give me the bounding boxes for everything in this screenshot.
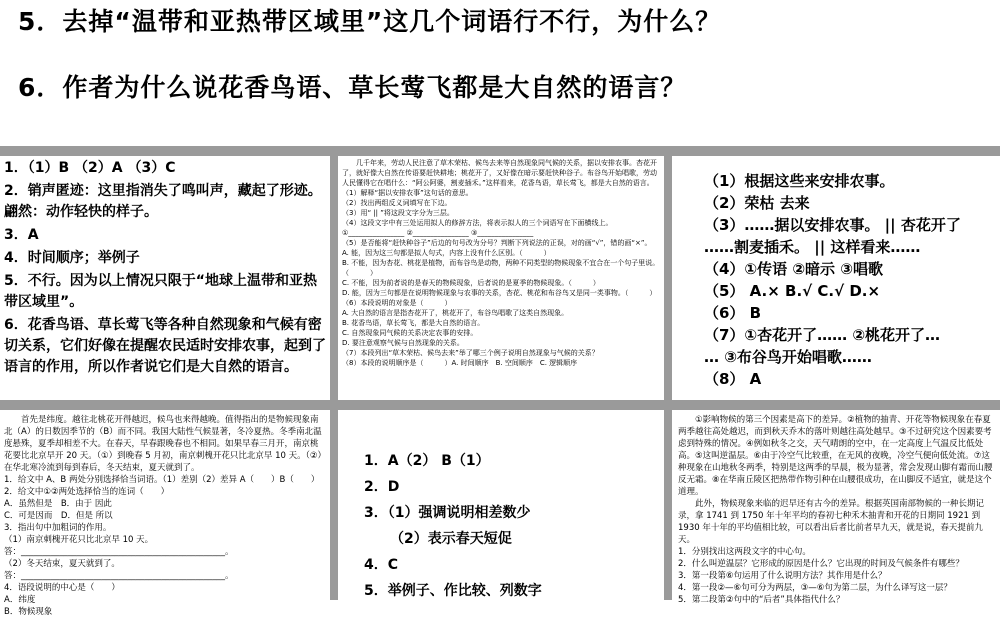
answer-line: （1）根据这些来安排农事。 <box>704 172 895 190</box>
answer-line: （6） B <box>704 304 762 322</box>
question-line: 5．第二段第②句中的“后者”具体指代什么？ <box>678 595 845 605</box>
question-line: D. 能，因为三句都是在说明物候现象与农事的关系，杏花、桃花和布谷鸟又是同一类事物。（ ） <box>342 289 657 297</box>
answer-line: （8） A <box>704 370 762 388</box>
passage-text: 几千年来，劳动人民注意了草木荣枯、候鸟去来等自然现象同气候的关系，据以安排农事。杏花开了，就好像大自然在传语要赶快耕地；桃花开了，又好像在暗示要赶快种谷子。布谷鸟开始唱歌，劳动人民懂得它在唱什么：“阿公阿婆，割麦插禾。”这样看来，花香鸟语，草长莺飞，都是大自然的语言。 <box>342 159 657 187</box>
answer-line: 1．A（2） B（1） <box>364 453 490 469</box>
answer-line: ……割麦插禾。 || 这样看来…… <box>704 238 921 256</box>
answer-line: 4．C <box>364 557 399 573</box>
answers-panel-1 <box>0 156 330 400</box>
answer-line: 5．不行。因为以上情况只限于“地球上温带和亚热带区域里”。 <box>4 273 317 310</box>
answer-line: （4）①传语 ②暗示 ③唱歌 <box>704 260 883 278</box>
question-line: A．纬度 <box>4 595 36 605</box>
question-line: C. 自然现象同气候的关系决定农事的安排。 <box>342 329 478 337</box>
question-line: C．可是因而 D．但是 所以 <box>4 511 113 521</box>
question-line: （2）找出两组反义词填写在下边。 <box>342 199 452 207</box>
question-5: 5．去掉“温带和亚热带区域里”这几个词语行不行，为什么？ <box>18 7 722 36</box>
answer-line: 4．时间顺序；举例子 <box>4 250 140 266</box>
question-line: B. 花香鸟语，草长莺飞，都是大自然的语言。 <box>342 319 485 327</box>
question-line: （3）用“ || ”将这段文字分为三层。 <box>342 209 454 217</box>
question-line: （2）冬天结束，夏天就到了。 <box>4 559 120 569</box>
question-line: 1．分别找出这两段文字的中心句。 <box>678 547 811 557</box>
question-line: C. 不能，因为前者说的是春天的物候现象，后者说的是夏季的物候现象。（ ） <box>342 279 600 287</box>
answers-panel-5 <box>338 410 664 600</box>
question-line: 3．第一段第⑥句运用了什么说明方法？其作用是什么？ <box>678 571 887 581</box>
answer-line: （5） A.× B.√ C.√ D.× <box>704 282 881 300</box>
question-line: （1）南京刺槐开花只比北京早 10 天。 <box>4 535 154 545</box>
answer-line: 2．销声匿迹：这里指消失了鸣叫声，藏起了形迹。翩然：动作轻快的样子。 <box>4 183 322 220</box>
answer-line: （7）①杏花开了…… ②桃花开了… <box>704 326 941 344</box>
question-line: （1）解释“据以安排农事”这句话的意思。 <box>342 189 473 197</box>
question-line: B．物候现象 <box>4 607 53 617</box>
question-line: B. 不能，因为杏花、桃花是植物，而布谷鸟是动物，两种不同类型的物候现象不宜合在一个句子里说。（ ） <box>342 259 660 277</box>
question-line: （4）这段文字中有三处运用拟人的修辞方法，将表示拟人的三个词语写在下面横线上。 <box>342 219 613 227</box>
answer-line: （3）……据以安排农事。 || 杏花开了 <box>704 216 961 234</box>
answer-line: （2）表示春天短促 <box>390 531 512 547</box>
answer-line: 3．A <box>4 227 39 243</box>
answer-line: 1．（1）B （2）A （3）C <box>4 160 176 176</box>
divider-middle <box>0 400 1000 410</box>
question-line: （7）本段列出“草木荣枯、候鸟去来”举了哪三个例子说明自然现象与气候的关系？ <box>342 349 599 357</box>
question-line: A．虽然但是 B．由于 因此 <box>4 499 112 509</box>
question-line: A. 能，因为这三句都是拟人句式，内容上没有什么区别。（ ） <box>342 249 551 257</box>
answer-line: 3．（1）强调说明相差数少 <box>364 505 531 521</box>
question-line: 1．给文中 A、B 两处分别选择恰当词语。（1）差别（2）差异 A（ ）B（ ） <box>4 475 320 485</box>
question-6: 6．作者为什么说花香鸟语、草长莺飞都是大自然的语言？ <box>18 73 687 102</box>
answer-line: … ③布谷鸟开始唱歌…… <box>704 348 872 366</box>
question-line: D. 要注意观察气候与自然现象的关系。 <box>342 339 464 347</box>
question-line: 4．第一段②—⑥句可分为两层，③—⑥句为第二层，为什么译写这一层？ <box>678 583 952 593</box>
answer-line: 2．D <box>364 479 400 495</box>
question-line: （5）是否能将“赶快种谷子”后边的句号改为分号？判断下列说法的正误，对的画“√”，错的画“×”。 <box>342 239 652 247</box>
question-line: A. 大自然的语言是指杏花开了，桃花开了，布谷鸟唱歌了这类自然现象。 <box>342 309 569 317</box>
passage-text: 首先是纬度。越往北桃花开得越迟，候鸟也来得越晚。值得指出的是物候现象南北（A）的日数因季节的（B）而不同。我国大陆性气候显著，冬冷夏热。冬季南北温度悬殊，夏季却相差不大。在春天，早春跟晚春也不相同。如果早春三月开，南京桃花要比北京早开 20 天。（①）到晚春 5 月初，南京刺槐开花只比北京早 10 天。（②）在华北寒冷流到每到春后，冬天结束，夏天就到了。 <box>4 415 326 473</box>
question-line: ①________________ ②________________ ③________________ <box>342 229 534 237</box>
question-line: 答：________________________________________________。 <box>4 547 234 557</box>
question-line: （8）本段的说明顺序是（ ）A. 时间顺序 B. 空间顺序 C. 逻辑顺序 <box>342 359 578 367</box>
passage-text: ①影响物候的第三个因素是高下的差异。②植物的抽青、开花等物候现象在春夏两季越往高处越迟，而到秋天乔木的落叶则越往高处越早。③不过研究这个因素要考虑到特殊的情况。④例如秋冬之交，天气晴朗的空中，在一定高度上气温反比低处高。⑤这叫逆温层。⑥由于冷空气比较重，在无风的夜晚，冷空气便向低处流。⑦这种现象在山地秋冬两季，特别是这两季的早晨，极为显著，常会发现山脚有霜而山腰反无霜。⑧在华南丘陵区把热带作物引种在山腰很成功，在山脚反不适宜，就是这个道理。 <box>678 415 993 497</box>
passage-panel-6 <box>672 410 1000 605</box>
question-line: 3．指出句中加粗词的作用。 <box>4 523 112 533</box>
answer-line: （2）荣枯 去来 <box>704 194 810 212</box>
question-line: 4．语段说明的中心是（ ） <box>4 583 120 593</box>
question-line: 2．给文中①②两处选择恰当的连词（ ） <box>4 487 170 497</box>
question-line: （6）本段说明的对象是（ ） <box>342 299 452 307</box>
divider-vertical-left <box>330 146 338 600</box>
answer-line: 6．花香鸟语、草长莺飞等各种自然现象和气候有密切关系，它们好像在提醒农民适时安排农事，起到了语言的作用，所以作者说它们是大自然的语言。 <box>4 317 326 375</box>
question-line: 答：________________________________________________。 <box>4 571 234 581</box>
question-line: 2．什么叫逆温层？它形成的原因是什么？它出现的时间及气候条件有哪些？ <box>678 559 964 569</box>
divider-vertical-right <box>664 146 672 600</box>
passage-panel-4 <box>0 410 330 617</box>
divider-top <box>0 146 1000 156</box>
passage-text: 此外，物候现象来临的迟早还有古今的差异。根据英国南部物候的一种长期记录，拿 1741 到 1750 年十年平均的春初七种禾木抽青和开花的日期同 1921 到 1930 年十年的平均值相比较，可以看出后者比前者早九天，就是说，春天提前九天。 <box>678 499 985 545</box>
answer-line: 5．举例子、作比较、列数字 <box>364 583 542 599</box>
passage-panel-2 <box>338 156 664 400</box>
answers-panel-3 <box>672 156 1000 400</box>
